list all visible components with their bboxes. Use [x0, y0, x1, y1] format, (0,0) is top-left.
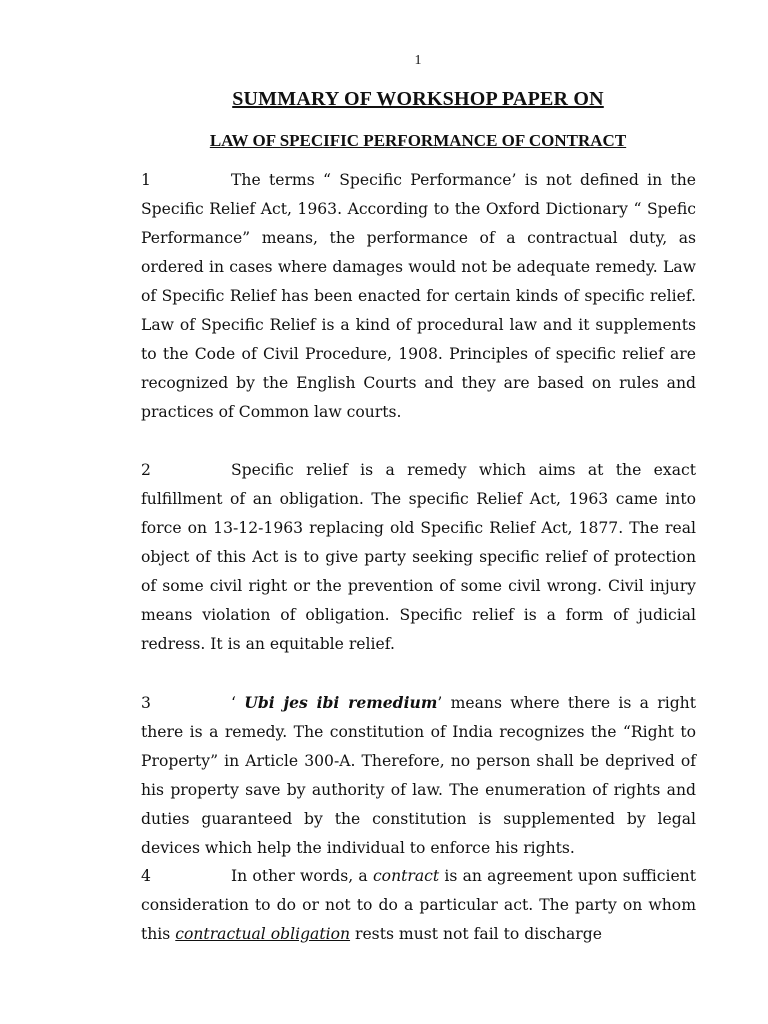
paragraph-number: 4	[141, 867, 151, 885]
paragraph-2	[141, 456, 696, 659]
paragraph-text: is an agreement upon sufficient consideration to do or not to do a particular act. The party on whom this	[141, 867, 696, 943]
document-subtitle: LAW OF SPECIFIC PERFORMANCE OF CONTRACT	[209, 131, 627, 150]
paragraph-text: The terms “ Specific Performance’ is not defined in the Specific Relief Act, 1963. According to the Oxford Dictionary “ Spefic Performance” means, the performance of a contractual duty, as ordered in cases where damages would not be adequate remedy. Law of Specific Relief has been enacted for certain kinds of specific relief. Law of Specific Relief is a kind of procedural law and it supplements to the Code of Civil Procedure, 1908. Principles of specific relief are recognized by the English Courts and they are based on rules and practices of Common law courts.	[141, 171, 696, 421]
paragraph-number: 1	[141, 171, 151, 189]
paragraph-3	[141, 688, 696, 863]
term-contractual-obligation: contractual obligation	[175, 925, 351, 943]
paragraph-1	[141, 166, 696, 427]
latin-maxim: Ubi jes ibi remedium	[244, 693, 438, 712]
term-contract: contract	[372, 867, 440, 885]
paragraph-text: rests must not fail to discharge	[350, 925, 602, 943]
page-number: 1	[414, 53, 422, 68]
paragraph-text: ’ means where there is a right there is a remedy. The constitution of India recognizes the “Right to Property” in Article 300-A. Therefore, no person shall be deprived of his property save by authority of law. The enumeration of rights and duties guaranteed by the constitution is supplemented by legal devices which help the individual to enforce his rights.	[141, 694, 696, 857]
paragraph-text: Specific relief is a remedy which aims at the exact fulfillment of an obligation. The specific Relief Act, 1963 came into force on 13-12-1963 replacing old Specific Relief Act, 1877. The real object of this Act is to give party seeking specific relief of protection of some civil right or the prevention of some civil wrong. Civil injury means violation of obligation. Specific relief is a form of judicial redress. It is an equitable relief.	[141, 461, 696, 653]
paragraph-4	[141, 862, 696, 949]
open-quote: ‘	[231, 694, 245, 712]
paragraph-number: 3	[141, 694, 151, 712]
paragraph-text: In other words, a	[231, 867, 373, 885]
document-title: SUMMARY OF WORKSHOP PAPER ON	[232, 88, 604, 110]
paragraph-number: 2	[141, 461, 151, 479]
